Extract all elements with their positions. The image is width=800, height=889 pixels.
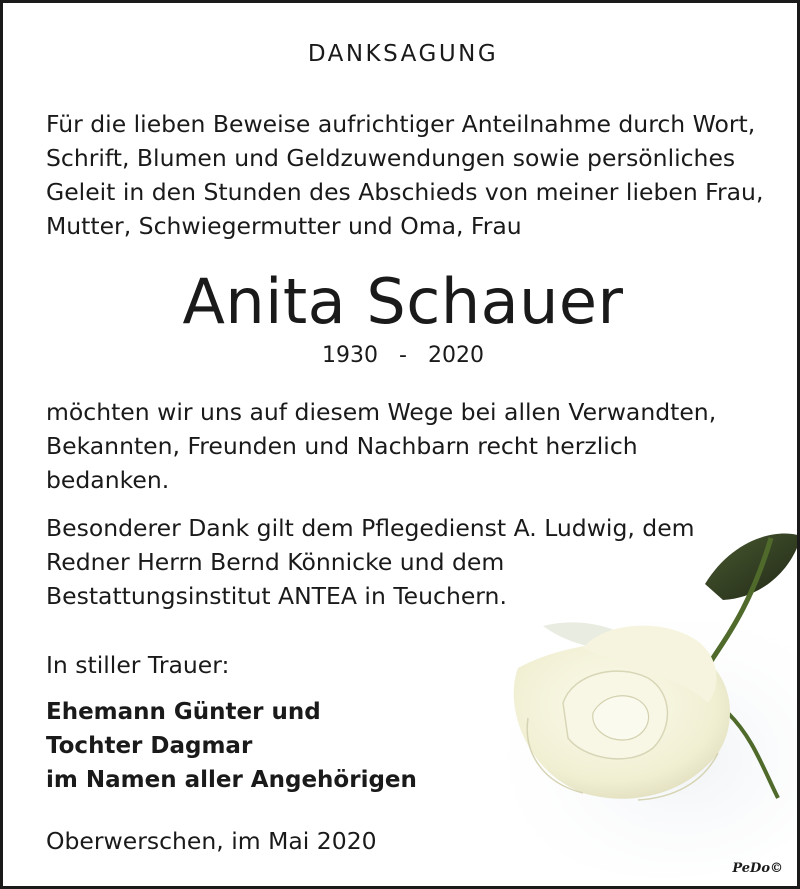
intro-paragraph	[46, 107, 763, 243]
family-line: im Namen aller Angehörigen	[46, 767, 417, 793]
family-line: Ehemann Günter und	[46, 699, 321, 725]
thanks-line: bedanken.	[46, 466, 170, 494]
thanks-line: möchten wir uns auf diesem Wege bei allen Verwandten,	[46, 398, 717, 426]
special-thanks-line: Redner Herrn Bernd Könnicke und dem	[46, 548, 505, 576]
deceased-name: Anita Schauer	[182, 265, 624, 338]
family-signature-block	[46, 695, 417, 797]
notice-heading: DANKSAGUNG	[307, 41, 499, 67]
intro-line: Für die lieben Beweise aufrichtiger Anteilnahme durch Wort,	[46, 110, 756, 138]
birth-year: 1930	[322, 343, 379, 368]
year-separator: -	[399, 343, 407, 368]
intro-line: Schrift, Blumen und Geldzuwendungen sowie persönliches	[46, 144, 736, 172]
special-thanks-line: Bestattungsinstitut ANTEA in Teuchern.	[46, 582, 507, 610]
death-year: 2020	[427, 343, 484, 368]
intro-line: Mutter, Schwiegermutter und Oma, Frau	[46, 212, 522, 240]
thanks-paragraph	[46, 395, 716, 497]
mourning-label: In stiller Trauer:	[46, 651, 230, 679]
designer-signature: PeDo©	[732, 861, 783, 876]
special-thanks-line: Besonderer Dank gilt dem Pflegedienst A. Ludwig, dem	[46, 514, 695, 542]
life-years	[3, 343, 800, 368]
white-rose-image	[433, 508, 800, 889]
thanks-line: Bekannten, Freunden und Nachbarn recht herzlich	[46, 432, 638, 460]
petal-shape	[593, 696, 649, 740]
intro-line: Geleit in den Stunden des Abschieds von meiner lieben Frau,	[46, 178, 764, 206]
family-line: Tochter Dagmar	[46, 733, 253, 759]
place-date: Oberwerschen, im Mai 2020	[46, 827, 377, 855]
